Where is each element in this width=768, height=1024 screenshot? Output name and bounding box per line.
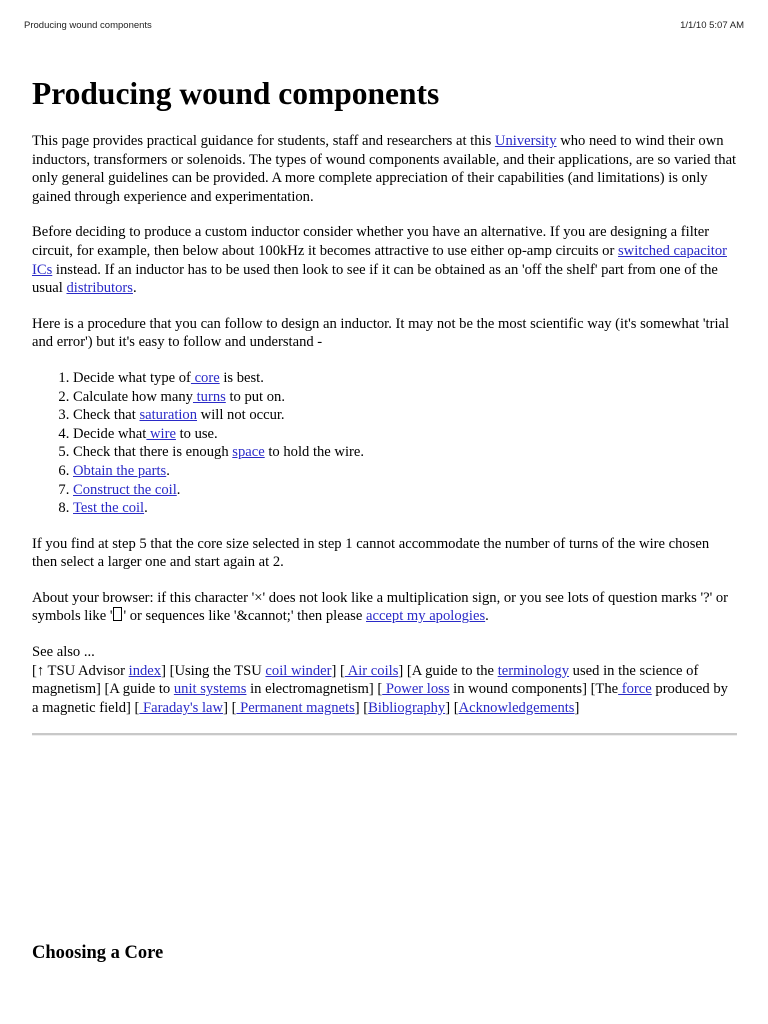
see-also-links: [↑ TSU Advisor index] [Using the TSU coil winder] [ Air coils] [A guide to the terminology used in the science of magnetism] [A guide to unit systems in electromagnetism] [ Power loss in wound components] [The force produced by a magnetic field] [ Faraday's law] [ Permanent magnets] [Bibliography] [Acknowledgements]: [32, 662, 728, 716]
index-link[interactable]: index: [128, 662, 162, 679]
turns-link[interactable]: turns: [192, 388, 226, 405]
browser-text-1: About your browser: if this character '×' does not look like a multiplication sign, or you see lots of question marks '?' or symbols like ': [32, 589, 729, 625]
up-arrow-icon[interactable]: ↑: [36, 662, 45, 679]
page-title: Producing wound components: [32, 76, 440, 111]
air-coils-link[interactable]: Air coils: [344, 662, 399, 679]
force-link[interactable]: force: [618, 681, 652, 698]
terminology-link[interactable]: terminology: [497, 662, 570, 679]
intro-text-2: who need to wind their own inductors, transformers or solenoids. The types of wound components available, and their applications, are so varied that only general guidelines can be provided. A more complete appreciation of their capabilities (and limitations) is only gained through experience and experimentation.: [32, 133, 737, 205]
intro-text-1: This page provides practical guidance for students, staff and researchers at this: [32, 133, 495, 149]
step-item: 5. Check that there is enough space to hold the wire.: [73, 443, 737, 462]
step-item: 3. Check that saturation will not occur.: [73, 406, 737, 425]
section-heading-choosing-core: Choosing a Core: [32, 943, 164, 963]
step-item: 6. Obtain the parts.: [73, 462, 737, 481]
browser-note: About your browser: if this character '×' does not look like a multiplication sign, or you see lots of question marks '?' or symbols like ' ' or sequences like '&cannot;' then please accept my apologies.: [32, 589, 729, 625]
procedure-intro: Here is a procedure that you can follow to design an inductor. It may not be the most scientific way (it's somewhat 'trial and error') but it's easy to follow and understand -: [32, 315, 730, 351]
step-item: 2. Calculate how many turns to put on.: [73, 388, 737, 407]
step-item: 1. Decide what type of core is best.: [73, 369, 737, 388]
alt-text-1: Before deciding to produce a custom inductor consider whether you have an alternative. If you are designing a filter circuit, for example, then below about 100kHz it becomes attractive to use either op-amp circuits or: [32, 224, 710, 259]
switched-capacitor-link[interactable]: switched capacitor ICs: [32, 242, 727, 278]
alt-text-3: .: [132, 280, 137, 297]
distributors-link[interactable]: distributors: [66, 280, 133, 297]
step-item: 4. Decide what wire to use.: [73, 425, 737, 444]
missing-glyph-box-icon: [113, 607, 122, 621]
intro-paragraph: [32, 132, 737, 206]
permanent-magnets-link[interactable]: Permanent magnets: [236, 699, 355, 716]
section-divider: [32, 733, 737, 736]
test-coil-link[interactable]: Test the coil: [73, 500, 145, 517]
procedure-steps: [32, 369, 737, 518]
unit-systems-link[interactable]: unit systems: [173, 681, 247, 698]
step5-note: If you find at step 5 that the core size selected in step 1 cannot accommodate the number of turns of the wire chosen then select a larger one and start again at 2.: [32, 535, 710, 571]
power-loss-link[interactable]: Power loss: [382, 681, 450, 698]
university-link[interactable]: University: [494, 133, 557, 149]
print-header-timestamp: 1/1/10 5:07 AM: [680, 20, 744, 31]
coil-winder-link[interactable]: coil winder: [265, 662, 332, 679]
print-header-title: Producing wound components: [24, 20, 152, 31]
core-link[interactable]: core: [190, 369, 220, 386]
bibliography-link[interactable]: Bibliography: [368, 699, 446, 716]
apologies-link[interactable]: accept my apologies: [366, 608, 486, 625]
alternatives-paragraph: [32, 223, 737, 297]
browser-text-2: ' or sequences like '&cannot;' then please: [123, 608, 366, 625]
space-link[interactable]: space: [232, 444, 265, 461]
step-item: 7. Construct the coil.: [73, 481, 737, 500]
main-content: [32, 76, 737, 736]
step-item: 8. Test the coil.: [73, 499, 737, 518]
see-also-heading: See also ...: [32, 644, 95, 661]
alt-text-2: instead. If an inductor has to be used then look to see if it can be obtained as an 'off the shelf' part from one of the usual: [32, 261, 718, 297]
construct-coil-link[interactable]: Construct the coil: [73, 481, 177, 498]
obtain-parts-link[interactable]: Obtain the parts: [73, 462, 167, 479]
faraday-law-link[interactable]: Faraday's law: [139, 699, 224, 716]
wire-link[interactable]: wire: [146, 425, 176, 442]
acknowledgements-link[interactable]: Acknowledgements: [458, 699, 575, 716]
saturation-link[interactable]: saturation: [139, 407, 198, 424]
